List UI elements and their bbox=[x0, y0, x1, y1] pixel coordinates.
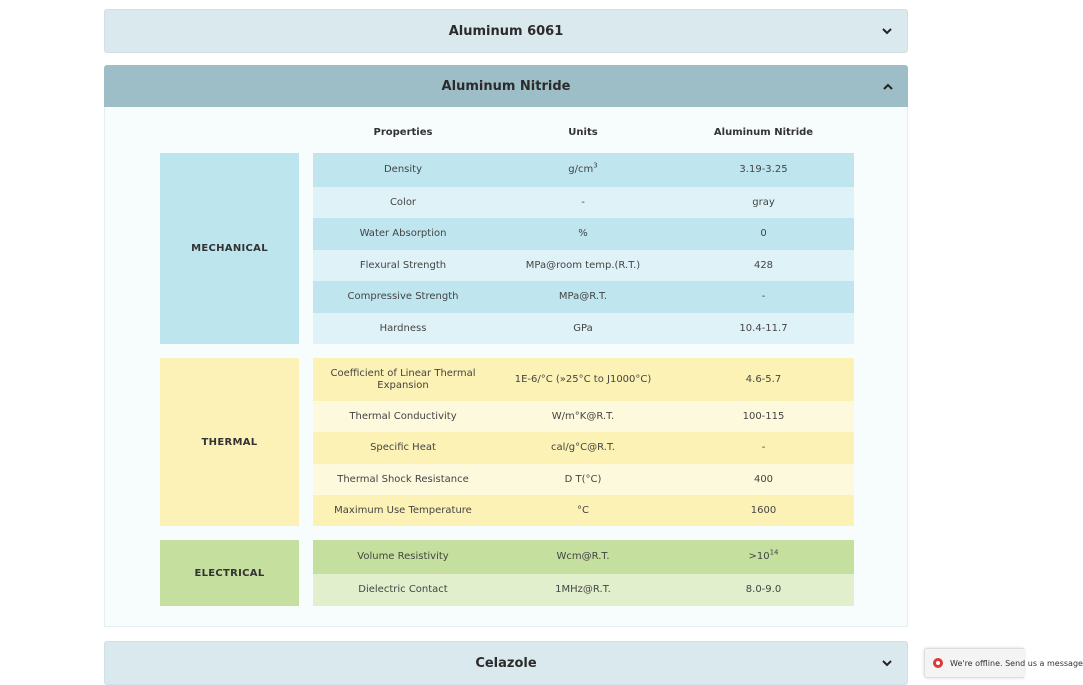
table-row bbox=[313, 153, 854, 187]
table-row bbox=[313, 464, 854, 495]
property-value: - bbox=[761, 442, 766, 453]
accordion-aluminum-nitride bbox=[104, 65, 908, 627]
property-unit: 1MHz@R.T. bbox=[555, 584, 611, 595]
property-group-electrical bbox=[160, 540, 854, 606]
table-row bbox=[313, 313, 854, 344]
table-row bbox=[313, 358, 854, 401]
property-value: 400 bbox=[753, 473, 774, 485]
property-name: Compressive Strength bbox=[347, 291, 459, 302]
property-unit: MPa@R.T. bbox=[558, 291, 608, 302]
accordion-header-aluminum-6061[interactable] bbox=[104, 9, 908, 53]
mechanical-rows bbox=[313, 153, 854, 344]
accordion-title: Aluminum Nitride bbox=[441, 78, 571, 94]
table-row bbox=[313, 540, 854, 574]
property-value: 100-115 bbox=[742, 410, 785, 422]
offline-chat-widget[interactable] bbox=[924, 648, 1083, 678]
property-unit: D T(°C) bbox=[564, 473, 602, 485]
chevron-up-icon[interactable] bbox=[882, 80, 894, 92]
property-value: 4.6-5.7 bbox=[745, 373, 782, 385]
thermal-rows bbox=[313, 358, 854, 526]
column-header-properties: Properties bbox=[373, 127, 433, 138]
property-unit: cal/g°C@R.T. bbox=[551, 442, 615, 453]
property-name: Density bbox=[383, 164, 423, 175]
property-name: Specific Heat bbox=[370, 442, 436, 453]
property-name: Maximum Use Temperature bbox=[334, 504, 472, 516]
table-row bbox=[313, 218, 854, 250]
property-name: Water Absorption bbox=[359, 228, 447, 239]
property-unit: % bbox=[578, 228, 588, 239]
property-value: 10.4-11.7 bbox=[739, 322, 788, 334]
chat-widget-text: We're offline. Send us a message bbox=[950, 658, 1083, 668]
chevron-down-icon[interactable] bbox=[881, 657, 893, 669]
property-group-mechanical bbox=[160, 153, 854, 344]
property-unit: $g/cm^3$ bbox=[568, 161, 598, 175]
accordion-title: Celazole bbox=[475, 655, 537, 671]
accordion-panel-aluminum-nitride bbox=[104, 107, 908, 627]
table-row bbox=[313, 495, 854, 526]
column-header-material: Aluminum Nitride bbox=[713, 127, 814, 138]
property-name: Flexural Strength bbox=[359, 259, 447, 271]
accordion-header-celazole[interactable] bbox=[104, 641, 908, 685]
group-label-thermal: THERMAL bbox=[160, 358, 299, 526]
chevron-down-icon[interactable] bbox=[881, 25, 893, 37]
column-header-units: Units bbox=[568, 127, 598, 138]
property-value: 428 bbox=[753, 259, 774, 271]
property-name: Thermal Conductivity bbox=[349, 410, 457, 422]
accordion-aluminum-6061 bbox=[104, 9, 908, 53]
property-value: gray bbox=[752, 196, 775, 208]
group-label-mechanical: MECHANICAL bbox=[160, 153, 299, 344]
property-value: 0 bbox=[760, 228, 767, 239]
property-unit: 1E-6/°C (»25°C to J1000°C) bbox=[514, 373, 652, 385]
property-unit: Wcm@R.T. bbox=[556, 551, 610, 562]
table-row bbox=[313, 187, 854, 218]
table-row bbox=[313, 250, 854, 281]
property-name: Coefficient of Linear Thermal Expansion bbox=[330, 367, 476, 391]
accordion-header-aluminum-nitride[interactable] bbox=[104, 65, 908, 107]
group-label-electrical: ELECTRICAL bbox=[160, 540, 299, 606]
property-value: 1600 bbox=[750, 504, 777, 516]
property-unit: W/m°K@R.T. bbox=[551, 410, 615, 422]
table-row bbox=[313, 432, 854, 464]
property-unit: MPa@room temp.(R.T.) bbox=[525, 259, 641, 271]
property-value: 8.0-9.0 bbox=[745, 584, 782, 595]
accordion-title: Aluminum 6061 bbox=[448, 23, 564, 39]
property-name: Dielectric Contact bbox=[358, 584, 448, 595]
table-row bbox=[313, 574, 854, 606]
property-name: Thermal Shock Resistance bbox=[337, 473, 469, 485]
electrical-rows bbox=[313, 540, 854, 606]
property-value: $>10^{14}$ bbox=[748, 548, 779, 562]
property-group-thermal bbox=[160, 358, 854, 526]
property-name: Color bbox=[389, 196, 417, 208]
table-row bbox=[313, 281, 854, 313]
property-unit: GPa bbox=[573, 322, 593, 334]
property-value: 3.19-3.25 bbox=[739, 164, 788, 175]
property-unit: - bbox=[581, 196, 585, 208]
property-name: Hardness bbox=[379, 322, 427, 334]
property-unit: °C bbox=[577, 504, 589, 516]
table-row bbox=[313, 401, 854, 432]
property-name: Volume Resistivity bbox=[357, 551, 449, 562]
accordion-celazole bbox=[104, 641, 908, 685]
chat-offline-icon bbox=[933, 658, 943, 668]
property-value: - bbox=[761, 291, 766, 302]
